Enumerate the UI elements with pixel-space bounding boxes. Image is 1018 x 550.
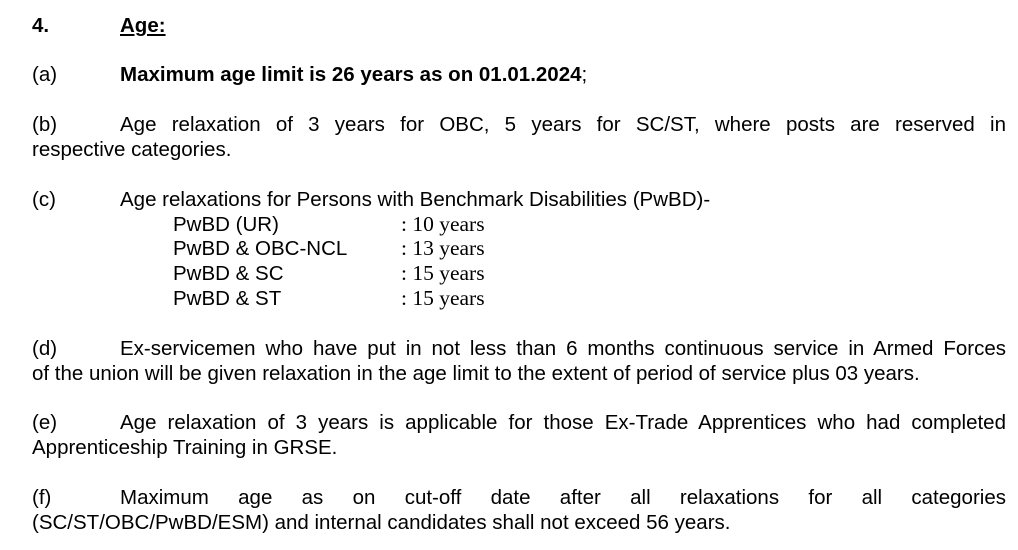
item-d-label: (d) xyxy=(32,337,58,360)
item-d-line2: of the union will be given relaxation in the age limit to the extent of period of service plus 03 years. xyxy=(32,362,920,385)
pwbd-row-value: : 15 years xyxy=(401,286,485,310)
item-f-line1 xyxy=(32,485,1006,510)
item-e-line2: Apprenticeship Training in GRSE. xyxy=(32,436,338,459)
item-b-label: (b) xyxy=(32,113,58,136)
pwbd-row-category: PwBD & SC xyxy=(173,262,284,285)
item-d-line1-text: Ex-servicemen who have put in not less than 6 months continuous service in Armed Forces xyxy=(120,337,1006,360)
item-e-label: (e) xyxy=(32,411,58,434)
pwbd-row-category: PwBD & OBC-NCL xyxy=(173,237,348,260)
pwbd-row-category: PwBD (UR) xyxy=(173,213,279,236)
item-b-line1-text: Age relaxation of 3 years for OBC, 5 years for SC/ST, where posts are reserved in xyxy=(120,113,1006,136)
item-e-line1-text: Age relaxation of 3 years is applicable for those Ex-Trade Apprentices who had completed xyxy=(120,411,1006,434)
pwbd-row-value: : 13 years xyxy=(401,236,485,260)
item-a-label: (a) xyxy=(32,63,58,86)
item-d-line1 xyxy=(32,336,1006,361)
item-a-suffix: ; xyxy=(581,63,588,86)
item-f-line1-text: Maximum age as on cut-off date after all relaxations for all categories xyxy=(120,486,1006,509)
item-f-line2: (SC/ST/OBC/PwBD/ESM) and internal candidates shall not exceed 56 years. xyxy=(32,511,731,534)
section-number: 4. xyxy=(32,14,50,37)
section-title: Age: xyxy=(120,14,166,37)
pwbd-row-value: : 10 years xyxy=(401,212,485,236)
item-c-text: Age relaxations for Persons with Benchmark Disabilities (PwBD)- xyxy=(120,188,711,211)
item-b-line2: respective categories. xyxy=(32,138,232,161)
item-b-line1 xyxy=(32,112,1006,137)
pwbd-row-category: PwBD & ST xyxy=(173,287,282,310)
item-a-text xyxy=(120,62,587,87)
item-f-label: (f) xyxy=(32,486,52,509)
item-e-line1 xyxy=(32,410,1006,435)
pwbd-row-value: : 15 years xyxy=(401,261,485,285)
item-c-label: (c) xyxy=(32,188,56,211)
item-a-bold-text: Maximum age limit is 26 years as on 01.01.2024 xyxy=(120,63,582,86)
